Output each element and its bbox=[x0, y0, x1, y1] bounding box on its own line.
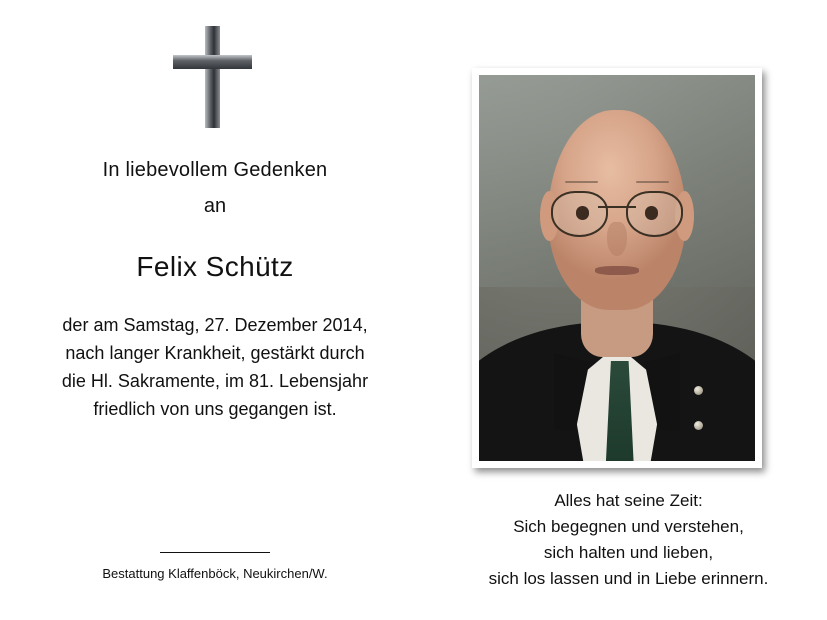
portrait-photo bbox=[472, 68, 762, 468]
memorial-verse bbox=[430, 488, 827, 592]
portrait-mouth bbox=[595, 266, 639, 274]
deceased-name: Felix Schütz bbox=[136, 251, 294, 282]
right-column bbox=[430, 0, 827, 620]
portrait-eye-left bbox=[576, 206, 590, 220]
portrait-jacket-button bbox=[694, 421, 703, 430]
verse-line: sich los lassen und in Liebe erinnern. bbox=[488, 569, 769, 588]
portrait-eyebrow-right bbox=[636, 181, 669, 183]
portrait-eyebrow-left bbox=[565, 181, 598, 183]
death-text-line: die Hl. Sakramente, im 81. Lebensjahr bbox=[61, 371, 369, 391]
portrait-eye-right bbox=[645, 206, 659, 220]
portrait-image bbox=[479, 75, 755, 461]
glasses-bridge bbox=[598, 206, 637, 208]
death-text-line: der am Samstag, 27. Dezember 2014, bbox=[62, 315, 368, 335]
death-text-line: nach langer Krankheit, gestärkt durch bbox=[65, 343, 365, 363]
death-paragraph bbox=[0, 311, 430, 423]
memorial-text-block bbox=[0, 155, 430, 423]
verse-line: Alles hat seine Zeit: bbox=[554, 491, 703, 510]
christian-cross-icon bbox=[160, 22, 270, 132]
memorial-intro-line-1: In liebevollem Gedenken bbox=[102, 159, 328, 181]
funeral-home-credit: Bestattung Klaffenböck, Neukirchen/W. bbox=[102, 566, 328, 581]
memorial-intro-line-2: an bbox=[203, 195, 227, 217]
death-text-line: friedlich von uns gegangen ist. bbox=[93, 399, 337, 419]
divider bbox=[160, 552, 270, 553]
verse-line: Sich begegnen und verstehen, bbox=[513, 517, 744, 536]
portrait-nose bbox=[607, 222, 626, 257]
portrait-jacket-button bbox=[694, 386, 703, 395]
funeral-home-block bbox=[0, 552, 430, 583]
verse-line: sich halten und lieben, bbox=[543, 543, 714, 562]
